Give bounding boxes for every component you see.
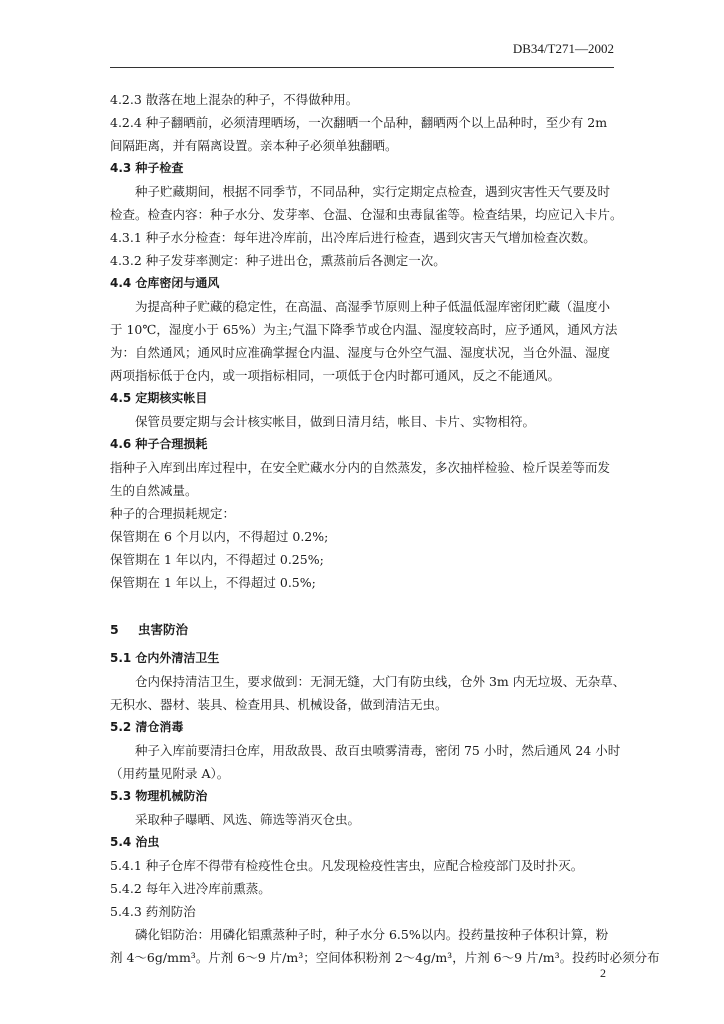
paragraph-4-5: 保管员要定期与会计核实帐目，做到日清月结，帐目、卡片、实物相符。 bbox=[135, 414, 536, 429]
heading-5-2: 5.2 清仓消毒 bbox=[110, 720, 184, 734]
clause-5-4-1: 5.4.1 种子仓库不得带有检疫性仓虫。凡发现检疫性害虫，应配合检疫部门及时扑灭。 bbox=[110, 858, 584, 873]
clause-4-2-4-cont: 间隔距离，并有隔离设置。亲本种子必须单独翻晒。 bbox=[110, 138, 398, 153]
paragraph-4-4-cont-3: 两项指标低于仓内，或一项指标相同，一项低于仓内时都可通风，反之不能通风。 bbox=[110, 368, 561, 383]
paragraph-4-6-cont: 生的自然减量。 bbox=[110, 483, 198, 498]
loss-rule-6-months: 保管期在 6 个月以内，不得超过 0.2%; bbox=[110, 529, 329, 544]
loss-rules-intro: 种子的合理损耗规定： bbox=[110, 506, 236, 521]
clause-5-4-3: 5.4.3 药剂防治 bbox=[110, 904, 196, 919]
section-5-title: 虫害防治 bbox=[138, 622, 189, 637]
header-rule bbox=[110, 67, 614, 68]
heading-4-5: 4.5 定期核实帐目 bbox=[110, 391, 208, 405]
paragraph-4-6: 指种子入库到出库过程中，在安全贮藏水分内的自然蒸发，多次抽样检验、检斤误差等而发 bbox=[110, 460, 611, 475]
paragraph-5-1-cont: 无积水、器材、装具、检查用具、机械设备，做到清洁无虫。 bbox=[110, 697, 448, 712]
paragraph-5-2: 种子入库前要清扫仓库，用敌敌畏、敌百虫喷雾清毒，密闭 75 小时，然后通风 24 小时 bbox=[135, 743, 621, 758]
heading-5-3: 5.3 物理机械防治 bbox=[110, 789, 208, 803]
loss-rule-over-1-year: 保管期在 1 年以上，不得超过 0.5%; bbox=[110, 575, 316, 590]
clause-4-2-3: 4.2.3 散落在地上混杂的种子，不得做种用。 bbox=[110, 92, 359, 107]
paragraph-4-3: 种子贮藏期间，根据不同季节，不同品种，实行定期定点检查，遇到灾害性天气要及时 bbox=[135, 184, 611, 199]
page-number: 2 bbox=[600, 966, 606, 980]
paragraph-5-3: 采取种子曝晒、风选、筛选等消灭仓虫。 bbox=[135, 812, 361, 827]
heading-5-4: 5.4 治虫 bbox=[110, 835, 160, 849]
paragraph-5-4-3-cont: 剂 4～6g/mm³。片剂 6～9 片/m³；空间体积粉剂 2～4g/m³，片剂 6～9 片/m³。投药时必须分布 bbox=[110, 950, 660, 965]
heading-4-6: 4.6 种子合理损耗 bbox=[110, 437, 208, 451]
paragraph-4-4-cont-2: 为：自然通风；通风时应准确掌握仓内温、湿度与仓外空气温、湿度状况，当仓外温、湿度 bbox=[110, 345, 611, 360]
paragraph-4-4: 为提高种子贮藏的稳定性，在高温、高湿季节原则上种子低温低湿库密闭贮藏（温度小 bbox=[135, 299, 611, 314]
paragraph-5-4-3: 磷化铝防治：用磷化铝熏蒸种子时，种子水分 6.5%以内。投药量按种子体积计算，粉 bbox=[135, 927, 609, 942]
clause-4-2-4: 4.2.4 种子翻晒前，必须清理晒场，一次翻晒一个品种，翻晒两个以上品种时，至少有 2m bbox=[110, 115, 608, 130]
paragraph-5-1: 仓内保持清洁卫生，要求做到：无洞无缝，大门有防虫线，仓外 3m 内无垃圾、无杂草、 bbox=[135, 674, 626, 689]
clause-5-4-2: 5.4.2 每年入进冷库前熏蒸。 bbox=[110, 881, 271, 896]
clause-4-3-2: 4.3.2 种子发芽率测定：种子进出仓，熏蒸前后各测定一次。 bbox=[110, 253, 446, 268]
document-body bbox=[110, 88, 660, 969]
clause-4-3-1: 4.3.1 种子水分检查：每年进冷库前，出冷库后进行检查，遇到灾害天气增加检查次数。 bbox=[110, 230, 596, 245]
section-5-number: 5 bbox=[110, 622, 119, 637]
heading-5-1: 5.1 仓内外清洁卫生 bbox=[110, 651, 220, 665]
section-5-heading bbox=[110, 618, 620, 641]
heading-4-4: 4.4 仓库密闭与通风 bbox=[110, 276, 220, 290]
paragraph-4-4-cont-1: 于 10℃，湿度小于 65%）为主;气温下降季节或仓内温、湿度较高时，应予通风，通风方法 bbox=[110, 322, 618, 337]
paragraph-5-2-cont: （用药量见附录 A）。 bbox=[110, 766, 230, 781]
loss-rule-within-1-year: 保管期在 1 年以内，不得超过 0.25%; bbox=[110, 552, 324, 567]
heading-4-3: 4.3 种子检查 bbox=[110, 161, 184, 175]
document-code: DB34/T271—2002 bbox=[512, 41, 614, 56]
paragraph-4-3-cont: 检查。检查内容：种子水分、发芽率、仓温、仓湿和虫毒鼠雀等。检查结果，均应记入卡片。 bbox=[110, 207, 623, 222]
